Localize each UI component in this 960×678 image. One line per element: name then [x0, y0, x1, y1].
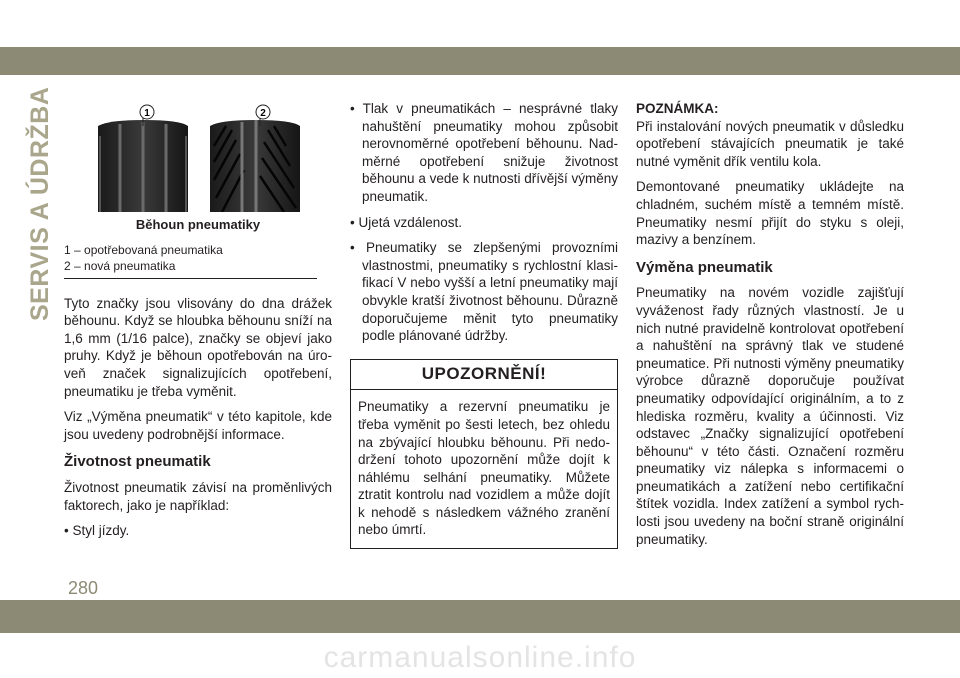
- tire-tread-figure: [64, 96, 332, 212]
- note-title: POZNÁMKA:: [636, 101, 719, 116]
- bullet-driving-style: • Styl jízdy.: [64, 523, 130, 539]
- bullet-performance-tires: • Pneumatiky se zlepšenými provozními vlastnostmi, pneumatiky s rychlostní klasifikací V nebo vyšší a letní pneumatiky mají obvykle kratší životnost běhounu. Důrazně doporučujeme měnit tyto pneumatiky podle plánované údržby.: [350, 240, 618, 344]
- marker-1-label: 1: [144, 108, 150, 119]
- paragraph-see-replacement: Viz „Výměna pneumatik“ v této kapitole, kde jsou uvedeny podrobnější informace.: [64, 409, 332, 442]
- bullet-tire-pressure: • Tlak v pneumatikách – nesprávné tlaky nahuštění pneumatiky mohou způsobit nerovnoměrné opotřebení běhounu. Nadměrné opotřebení snižuje životnost běhounu a vede k nutnosti dřívější výměny pneumatik.: [350, 101, 618, 204]
- paragraph-tire-life: Životnost pneumatik závisí na proměnlivých faktorech, jako je například:: [64, 479, 332, 513]
- column-middle: [350, 100, 618, 549]
- heading-tire-replacement: Výměna pneumatik: [636, 258, 773, 276]
- caption-item-2: 2 – nová pneumatika: [64, 258, 176, 273]
- watermark: carmanualsonline.info: [323, 641, 637, 674]
- figure-title: Běhoun pneumatiky: [135, 217, 261, 232]
- paragraph-tire-replacement: Pneumatiky na novém vozidle zajišťují vyváženost řady různých vlastností. Je u nich nutné pravidelně kontrolovat opotřebení a nahuštění na správný tlak ve studené pneumatice. Při nutnosti výměny pneumatiky výrobce důrazně doporučuje používat pneumatiky odpovídající originálním, a to z hlediska rozměru, kvality a účinnosti. Viz odstavec „Značky signalizující opotřebení běhounu“ v této části. Označení rozměru pneumatiky viz nálepka s informacemi o pneumatikách a zatížení nebo certifikační štítek vozidla. Index zatížení a symbol rychlosti jsou uvedeny na boční straně originální pneumatiky.: [636, 285, 904, 547]
- footer-band: [0, 600, 960, 633]
- warning-box: [350, 359, 618, 549]
- figure-divider: [64, 278, 317, 279]
- warning-text: Pneumatiky a rezervní pneumatiku je třeba vyměnit po šesti letech, bez ohledu na zbývající hloubku běhounu. Při nedodržení tohoto upozornění může dojít k náhlému selhání pneumatiky. Můžete ztratit kontrolu nad vozidlem a může dojít k nehodě s následkem vážného zranění nebo úmrtí.: [358, 399, 610, 538]
- figure-caption: [64, 242, 332, 274]
- note-text: Při instalování nových pneumatik v důsledku opotřebení stávajících pneumatik je také nutné vyměnit dřík ventilu kola.: [636, 118, 904, 169]
- marker-2-label: 2: [260, 108, 266, 119]
- header-band: [0, 47, 960, 75]
- new-tire: [210, 120, 300, 212]
- column-left: [64, 96, 332, 548]
- worn-tire: [98, 120, 188, 212]
- caption-item-1: 1 – opotřebovaná pneumatika: [64, 242, 223, 257]
- section-label: SERVIS A ÚDRŽBA: [26, 86, 54, 321]
- heading-tire-life: Životnost pneumatik: [64, 453, 211, 471]
- paragraph-wear-indicators: Tyto značky jsou vlisovány do dna drážek běhounu. Když se hloubka běhounu sníží na 1,6 mm (1/16 palce), značky se objeví jako pruhy. Když je běhoun opotřebován na úroveň značek signalizujících opotřebení, pneumatiku je třeba vyměnit.: [64, 295, 332, 399]
- paragraph-storage: Demontované pneumatiky ukládejte na chladném, suchém místě a temném místě. Pneumatiky nesmí přijít do styku s oleji, mazivy a benzínem.: [636, 179, 904, 248]
- bullet-distance: • Ujetá vzdálenost.: [350, 214, 463, 230]
- page-number: 280: [68, 578, 99, 598]
- tire-tread-illustration: [64, 96, 332, 212]
- column-right: [636, 100, 904, 556]
- warning-title: UPOZORNĚNÍ!: [351, 360, 617, 391]
